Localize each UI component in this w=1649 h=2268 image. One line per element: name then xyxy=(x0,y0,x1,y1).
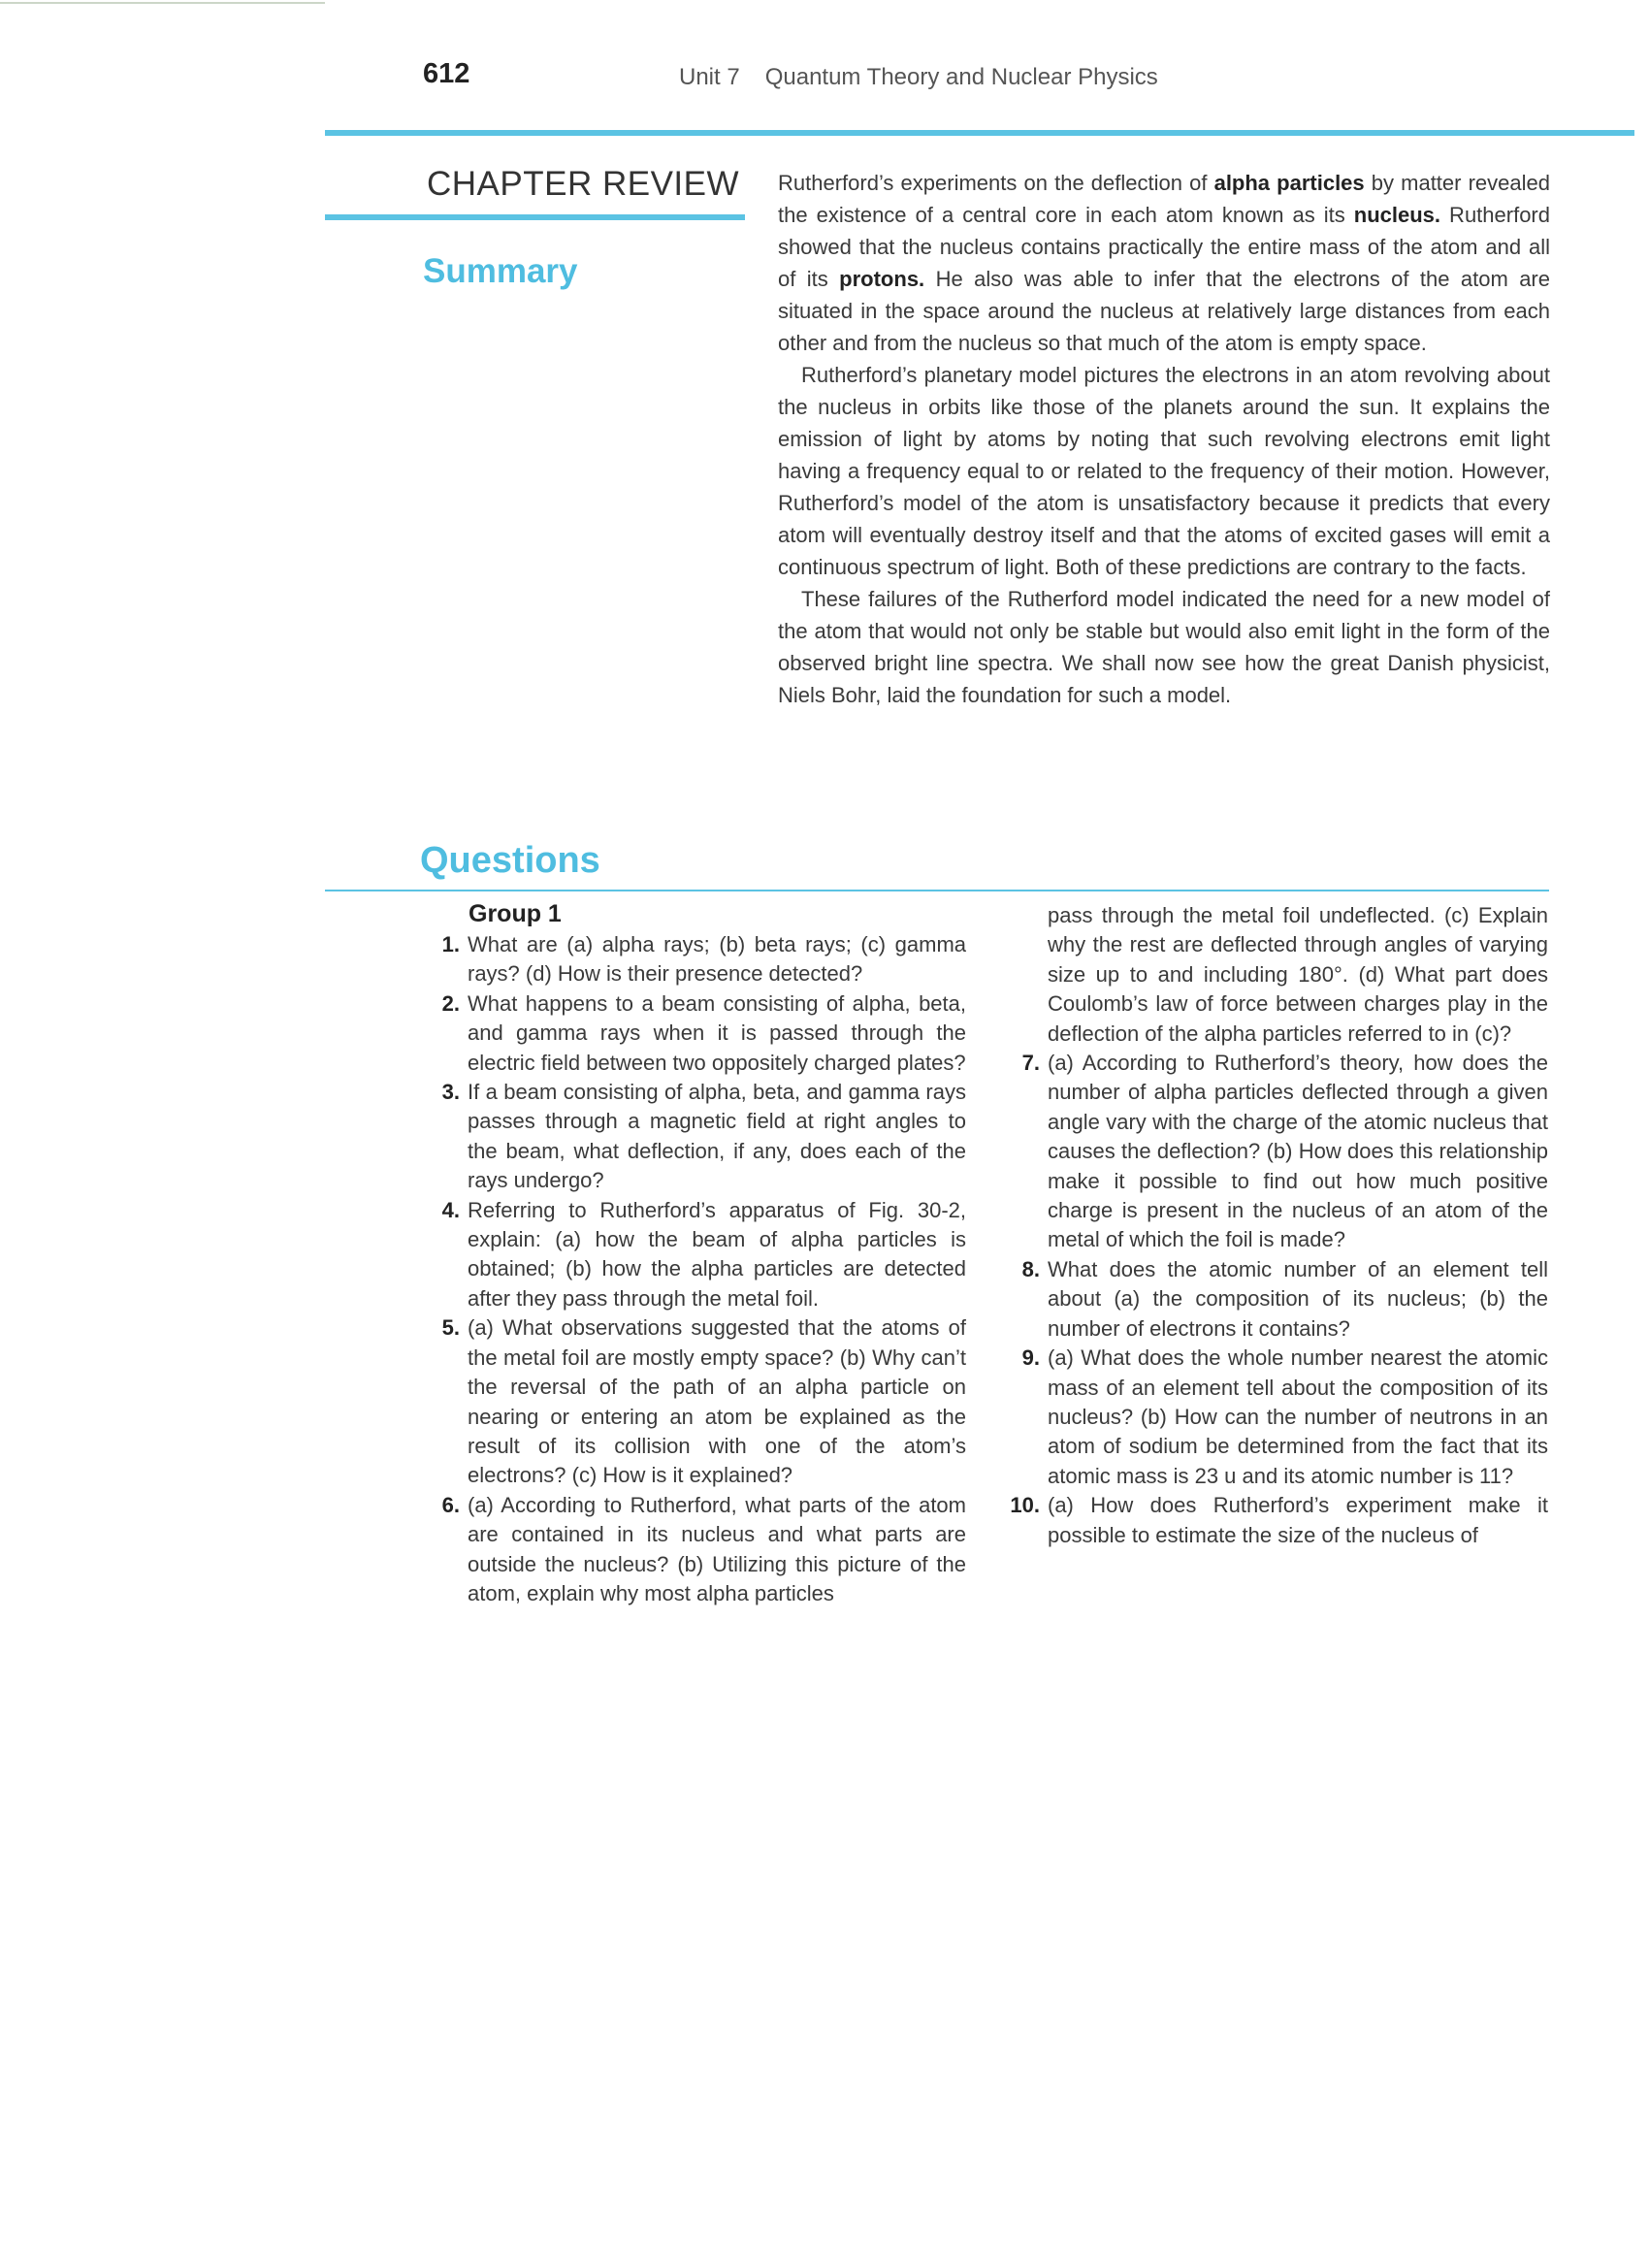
header-rule xyxy=(325,130,1634,136)
question-text: What does the atomic number of an element tell about (a) the composition of its nucleus; (b) the number of electrons it contains? xyxy=(1048,1256,1548,1341)
question-text: What happens to a beam consisting of alpha, beta, and gamma rays when it is passed through the electric field between two oppositely charged plates? xyxy=(468,990,966,1075)
question-item xyxy=(1021,1255,1548,1344)
group-title: Group 1 xyxy=(469,900,562,927)
chapter-review-rule xyxy=(325,214,745,220)
question-number: 5. xyxy=(441,1315,460,1341)
question-text: (a) What observations suggested that the atoms of the metal foil are mostly empty space? (b) Why can’t the reversal of the path of an alpha particle on nearing or entering an atom be explained as the result of its collision with one of the atom’s electrons? (c) How is it explained? xyxy=(468,1315,966,1488)
question-number: 3. xyxy=(441,1080,460,1105)
question-item xyxy=(441,1196,966,1314)
question-text: What are (a) alpha rays; (b) beta rays; (c) gamma rays? (d) How is their presence detected? xyxy=(468,932,966,987)
question-number: 1. xyxy=(441,932,460,956)
question-item xyxy=(441,1313,966,1490)
unit-label: Unit 7 xyxy=(679,64,740,90)
question-text: Referring to Rutherford’s apparatus of Fig. 30-2, explain: (a) how the beam of alpha particles is obtained; (b) how the alpha particles are detected after they pass through the metal foil. xyxy=(468,1197,966,1311)
question-item xyxy=(1021,1344,1548,1491)
questions-rule xyxy=(325,890,1549,891)
summary-body xyxy=(778,167,1550,711)
questions-left-column xyxy=(441,930,966,1608)
question-text: (a) What does the whole number nearest the atomic mass of an element tell about the composition of its nucleus? (b) How can the number of neutrons in an atom of sodium be determined from the fact that its atomic mass is 23 u and its atomic number is 11? xyxy=(1048,1345,1548,1488)
question-item xyxy=(441,989,966,1078)
term-protons: protons. xyxy=(839,267,925,291)
term-alpha-particles: alpha particles xyxy=(1213,171,1365,195)
page-number: 612 xyxy=(423,58,470,89)
question-item xyxy=(441,1078,966,1196)
question-number: 8. xyxy=(1021,1256,1040,1281)
question-text: (a) How does Rutherford’s experiment make it possible to estimate the size of the nucleus of xyxy=(1048,1493,1548,1547)
summary-heading: Summary xyxy=(423,252,578,290)
question-item xyxy=(1010,1491,1548,1550)
scan-edge-line xyxy=(0,2,325,4)
question-item xyxy=(441,930,966,989)
chapter-review-heading: CHAPTER REVIEW xyxy=(427,165,740,203)
question-item xyxy=(1021,1049,1548,1255)
question-number: 4. xyxy=(441,1197,460,1222)
question-text: If a beam consisting of alpha, beta, and gamma rays passes through a magnetic field at right angles to the beam, what deflection, if any, does each of the rays undergo? xyxy=(468,1080,966,1193)
question-item xyxy=(441,1491,966,1609)
chapter-title: Quantum Theory and Nuclear Physics xyxy=(764,64,1158,90)
question-number: 2. xyxy=(441,990,460,1016)
summary-paragraph-1: Rutherford’s experiments on the deflection of alpha particles by matter revealed the existence of a central core in each atom known as its nucleus. Rutherford showed that the nucleus contains practically the entire mass of the atom and all of its protons. He also was able to infer that the electrons of the atom are situated in the space around the nucleus at relatively large distances from each other and from the nucleus so that much of the atom is empty space. xyxy=(778,171,1550,355)
summary-paragraph-3: These failures of the Rutherford model indicated the need for a new model of the atom that would not only be stable but would also emit light in the form of the observed bright line spectra. We shall now see how the great Danish physicist, Niels Bohr, laid the foundation for such a model. xyxy=(778,587,1550,707)
summary-paragraph-2: Rutherford’s planetary model pictures the electrons in an atom revolving about the nucleus in orbits like those of the planets around the sun. It explains the emission of light by atoms by noting that such revolving electrons emit light having a frequency equal to or related to the frequency of their motion. However, Rutherford’s model of the atom is unsatisfactory because it predicts that every atom will eventually destroy itself and that the atoms of excited gases will emit a continuous spectrum of light. Both of these predictions are contrary to the facts. xyxy=(778,363,1550,579)
questions-heading: Questions xyxy=(420,840,600,881)
question-number: 9. xyxy=(1021,1345,1040,1371)
question-number: 7. xyxy=(1021,1051,1040,1076)
question-text: (a) According to Rutherford’s theory, how does the number of alpha particles deflected through a given angle vary with the charge of the atomic nucleus that causes the deflection? (b) How does this relationship make it possible to find out how much positive charge is present in the nucleus of an atom of the metal of which the foil is made? xyxy=(1048,1051,1548,1252)
term-nucleus: nucleus. xyxy=(1353,203,1441,227)
question-continuation: pass through the metal foil undeflected. (c) Explain why the rest are deflected through angles of varying size up to and including 180°. (d) What part does Coulomb’s law of force between charges play in the deflection of the alpha particles referred to in (c)? xyxy=(1048,903,1548,1046)
question-number: 10. xyxy=(1010,1493,1040,1518)
question-number: 6. xyxy=(441,1492,460,1517)
questions-right-column xyxy=(1010,901,1548,1550)
question-text: (a) According to Rutherford, what parts of the atom are contained in its nucleus and what parts are outside the nucleus? (b) Utilizing this picture of the atom, explain why most alpha particles xyxy=(468,1492,966,1605)
running-head xyxy=(679,64,1158,91)
